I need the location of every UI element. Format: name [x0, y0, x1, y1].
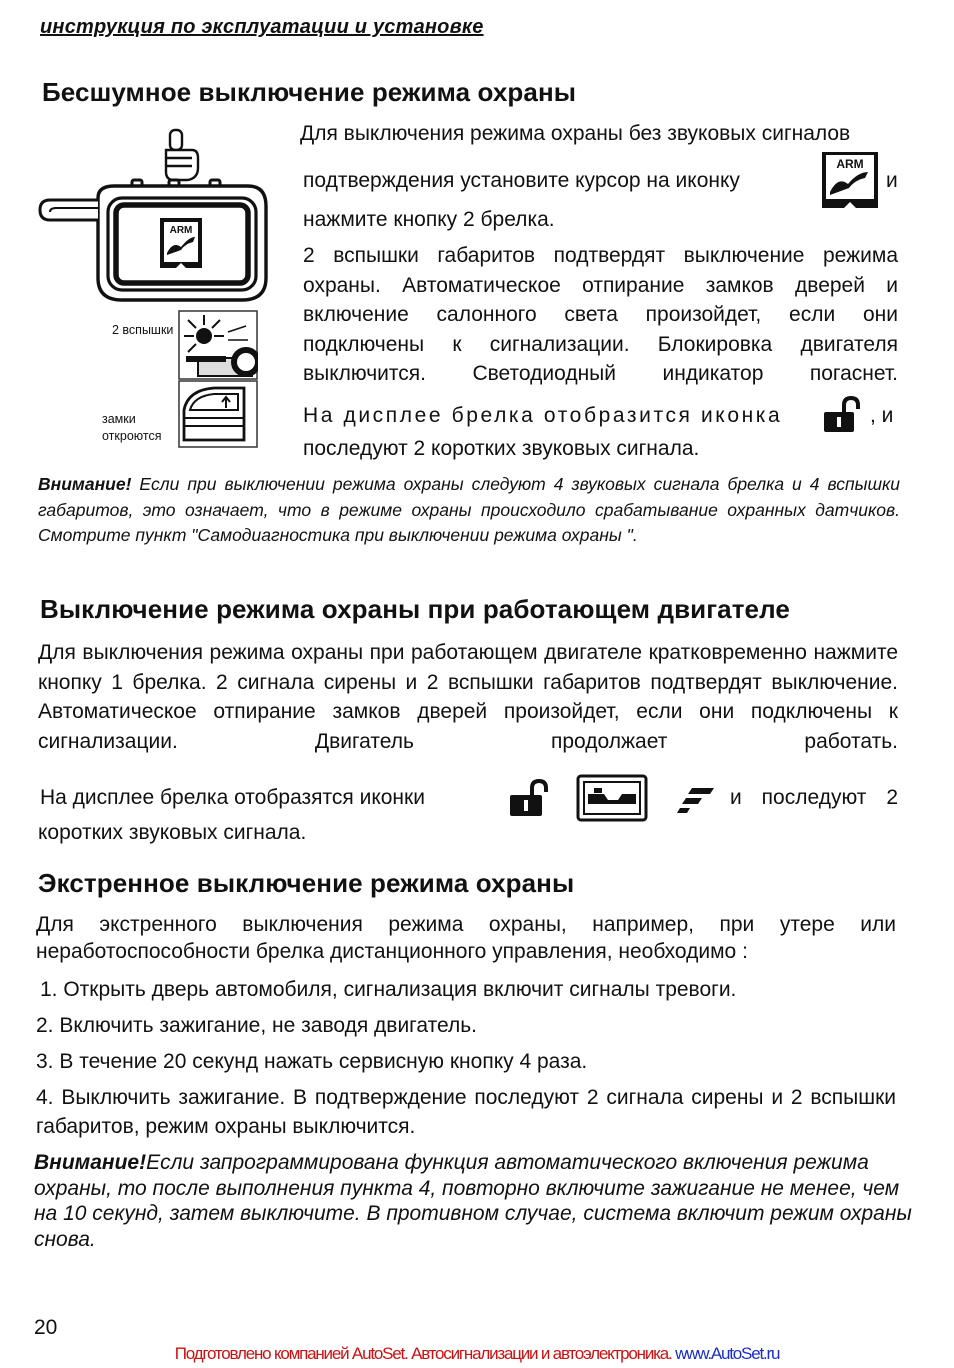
- warning-text-2: Если запрограммирована функция автоматического включения режима охраны, то после выполнения пункта 4, повторно включите зажигание не менее, чем на 10 секунд, затем выключите. В противном случае, система включит режим охраны снова.: [34, 1151, 912, 1251]
- section2-display-end: [730, 786, 898, 810]
- section2-display-line2: коротких звуковых сигнала.: [38, 821, 307, 844]
- arm-cursor-icon: [822, 152, 878, 208]
- section1-line5: последуют 2 коротких звуковых сигнала.: [303, 437, 700, 460]
- car-door-illustration: [178, 380, 258, 448]
- arm-icon: [160, 218, 202, 268]
- footer-link[interactable]: www.AutoSet.ru: [675, 1344, 780, 1363]
- emergency-step-3: 3. В течение 20 секунд нажать сервисную кнопку 4 раза.: [36, 1050, 588, 1073]
- pointing-hand-icon: [166, 130, 198, 180]
- remote-fob-illustration: [36, 128, 268, 304]
- footer-credit: [0, 1344, 954, 1364]
- emergency-step-1: 1. Открыть дверь автомобиля, сигнализация включит сигналы тревоги.: [40, 978, 737, 1001]
- emergency-step-2: 2. Включить зажигание, не заводя двигатель.: [36, 1014, 477, 1037]
- warning-label-2: Внимание!: [34, 1151, 147, 1174]
- section1-paragraph2: 2 вспышки габаритов подтвердят выключение режима охраны. Автоматическое отпирание замков дверей и включение салонного света произойдет, если они подключены к сигнализации. Блокировка двигателя выключится. Светодиодный индикатор погаснет.: [303, 244, 898, 385]
- section1-line2: [303, 169, 811, 193]
- emergency-step-4: 4. Выключить зажигание. В подтверждение последуют 2 сигнала сирены и 2 вспышки габаритов, режим охраны выключится.: [36, 1086, 896, 1138]
- sound-signal-icon: [676, 784, 720, 816]
- section1-line4: На дисплее брелка отобразится иконка: [303, 404, 783, 427]
- unlocked-padlock-icon: [822, 395, 862, 435]
- section-title-emergency-disarm: Экстренное выключение режима охраны: [38, 868, 575, 898]
- warning-label: Внимание!: [38, 474, 132, 494]
- warning-text: Если при выключении режима охраны следуют 4 звуковых сигнала брелка и 4 вспышки габаритов, это означает, что в режиме охраны происходило срабатывание охранных датчиков. Смотрите пункт "Самодиагностика при выключении режима охраны ".: [38, 474, 900, 545]
- flashing-lights-illustration: [178, 310, 258, 380]
- running-head: инструкция по эксплуатации и установке: [40, 16, 484, 38]
- unlocked-padlock-icon-2: [508, 778, 550, 818]
- section3-warning-note: [34, 1150, 914, 1252]
- section1-warning-note: [38, 472, 900, 549]
- section-title-silent-disarm: Бесшумное выключение режима охраны: [42, 77, 577, 107]
- section1-line3: нажмите кнопку 2 брелка.: [303, 208, 555, 231]
- car-door-icon: [184, 388, 244, 440]
- section1-line2-text: подтверждения установите курсор на иконку: [303, 169, 740, 192]
- engine-running-icon: [576, 774, 648, 822]
- section2-paragraph: Для выключения режима охраны при работающем двигателе кратковременно нажмите кнопку 1 брелка. 2 сигнала сирены и 2 вспышки габаритов подтвердят выключение. Автоматическое отпирание замков дверей произойдет, если они подключены к сигнализации. Двигатель продолжает работать.: [38, 641, 898, 753]
- page-number: 20: [34, 1316, 58, 1339]
- locks-label-line2: откроются: [102, 429, 162, 443]
- locks-label-line1: замки: [102, 412, 136, 426]
- section3-intro: Для экстренного выключения режима охраны, например, при утере или неработоспособности брелка дистанционного управления, необходимо :: [36, 913, 896, 963]
- section1-line2-and: и: [886, 169, 898, 192]
- section-title-disarm-engine-running: Выключение режима охраны при работающем двигателе: [40, 594, 790, 624]
- section2-display-end-text: и последуют 2: [730, 786, 898, 809]
- section1-line1: Для выключения режима охраны без звуковых сигналов: [300, 122, 851, 145]
- footer-text: Подготовлено компанией AutoSet. Автосигнализации и автоэлектроника.: [174, 1344, 672, 1363]
- arm-icon-label: ARM: [169, 225, 193, 236]
- section1-line4-end: , и: [870, 404, 894, 427]
- flash-label: 2 вспышки: [112, 323, 174, 337]
- arm-cursor-icon-label: ARM: [836, 157, 864, 171]
- section2-display-line: На дисплее брелка отобразятся иконки: [40, 786, 425, 809]
